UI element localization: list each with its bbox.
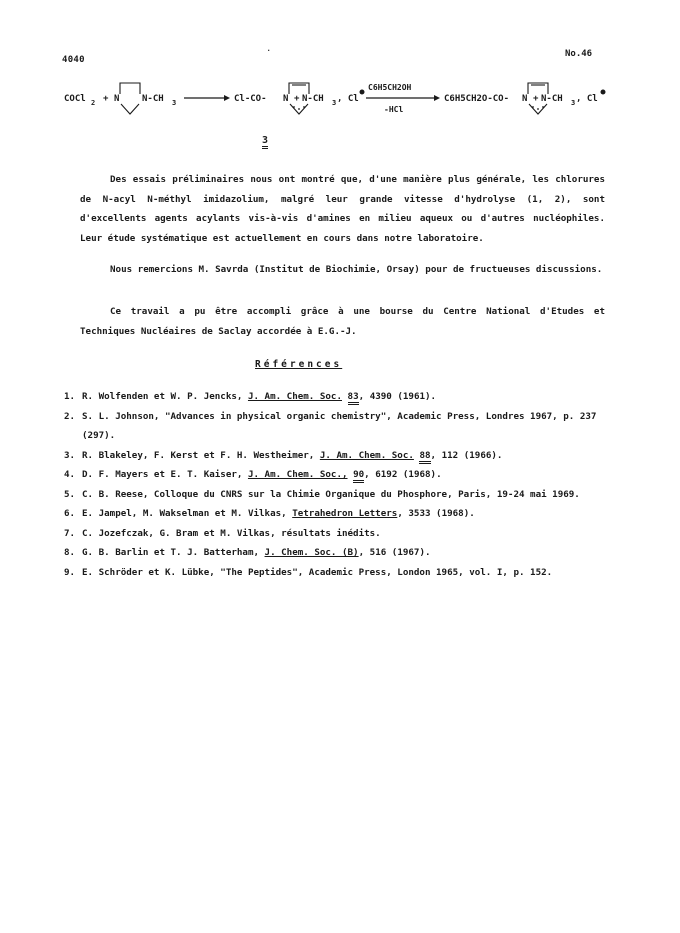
reference-authors: R. Wolfenden et W. P. Jencks,	[82, 391, 248, 402]
reference-journal: J. Am. Chem. Soc.	[319, 449, 414, 461]
product-chloride: , Cl	[576, 94, 598, 104]
reference-journal: J. Am. Chem. Soc.,	[247, 469, 348, 480]
reference-volume: 88	[419, 451, 430, 464]
reference-item	[64, 446, 624, 466]
phosgene-label: COCl	[64, 94, 86, 104]
reference-item	[64, 387, 624, 407]
ring1-n: N	[114, 94, 120, 104]
reference-item	[64, 485, 624, 505]
reference-item	[64, 524, 624, 544]
product-plus: +	[533, 94, 539, 104]
paragraph-3-text: Ce travail a pu être accompli grâce à une bourse du Centre National d'Etudes et Techniques Nucléaires de Saclay accordée à E.G.-J.	[80, 306, 605, 337]
reference-journal: J. Chem. Soc. (B)	[264, 547, 359, 558]
ring1-outline	[120, 83, 140, 114]
reference-number: 4.	[64, 469, 76, 480]
reference-pages: , 4390 (1961).	[358, 391, 437, 402]
reference-journal: J. Am. Chem. Soc.	[247, 391, 342, 402]
reference-number: 8.	[64, 547, 76, 558]
reference-number: 6.	[64, 508, 76, 519]
reference-pages: , 6192 (1968).	[364, 469, 442, 480]
reference-volume: 83	[348, 392, 359, 405]
reference-authors: R. Blakeley, F. Kerst et F. H. Westheimer,	[82, 449, 320, 461]
charge-dot-1	[360, 90, 365, 95]
intermediate-prefix: Cl-CO-	[234, 94, 267, 104]
paragraph-acknowledgement	[80, 260, 605, 280]
page-number: 4040	[62, 55, 85, 65]
issue-number: No.46	[565, 49, 593, 59]
reference-pages: , 516 (1967).	[358, 547, 431, 558]
reference-item	[64, 504, 624, 524]
stray-mark: .	[266, 44, 272, 54]
paragraph-1-text: Des essais préliminaires nous ont montré que, d'une manière plus générale, les chlorures de N-acyl N-méthyl imidazolium, malgré leur grande vitesse d'hydrolyse (1, 2), sont d'excellents agents acylants vis-à-vis d'amines en milieu aqueux ou d'autres nucléophiles. Leur étude systématique est actuellement en cours dans notre laboratoire.	[80, 174, 605, 244]
product-methyl: N-CH	[541, 94, 563, 104]
reference-number: 9.	[64, 566, 76, 578]
reaction-scheme-drawing	[62, 80, 622, 155]
reference-text: C. B. Reese, Colloque du CNRS sur la Chimie Organique du Phosphore, Paris, 19-24 mai 1969.	[82, 488, 580, 500]
reference-item	[64, 563, 624, 583]
charge-dot-2	[601, 90, 606, 95]
reference-item	[64, 407, 624, 446]
reference-pages: , 3533 (1968).	[397, 508, 475, 519]
arrow-byproduct: -HCl	[384, 105, 404, 114]
paragraph-2-text: Nous remercions M. Savrda (Institut de Biochimie, Orsay) pour de fructueuses discussions.	[110, 264, 603, 275]
reference-number: 7.	[64, 527, 76, 539]
reference-volume: 90	[353, 470, 364, 483]
reference-number: 1.	[64, 391, 76, 402]
reference-item	[64, 543, 624, 563]
product-n: N	[522, 94, 528, 104]
reference-number: 2.	[64, 410, 76, 422]
phosgene-subscript: 2	[91, 99, 96, 107]
reference-journal: Tetrahedron Letters	[292, 508, 398, 519]
arrow-1-head	[224, 95, 230, 101]
reference-number: 5.	[64, 488, 76, 500]
reference-list	[64, 387, 624, 582]
reference-text: C. Jozefczak, G. Bram et M. Vilkas, résultats inédits.	[82, 527, 381, 539]
reference-authors: G. B. Barlin et T. J. Batterham,	[82, 547, 265, 558]
intermediate-n: N	[283, 94, 289, 104]
reference-pages: , 112 (1966).	[430, 449, 503, 461]
product-methyl-subscript: 3	[571, 99, 576, 107]
compound-number: 3	[262, 136, 268, 149]
reference-item	[64, 465, 624, 485]
plus-sign: +	[103, 94, 109, 104]
ring1-methyl: N-CH	[142, 94, 164, 104]
arrow-reagent: C6H5CH2OH	[368, 83, 412, 92]
paragraph-preliminary-tests	[80, 170, 605, 248]
reference-authors: D. F. Mayers et E. T. Kaiser,	[82, 469, 248, 480]
reference-text: S. L. Johnson, "Advances in physical organic chemistry", Academic Press, Londres 1967, p. 237 (297).	[82, 410, 597, 441]
intermediate-plus: +	[294, 94, 300, 104]
intermediate-chloride: , Cl	[337, 94, 359, 104]
product-prefix: C6H5CH2O-CO-	[444, 94, 510, 104]
intermediate-methyl: N-CH	[302, 94, 324, 104]
reference-text: E. Schröder et K. Lübke, "The Peptides", Academic Press, London 1965, vol. I, p. 152.	[82, 566, 553, 578]
reference-authors: E. Jampel, M. Wakselman et M. Vilkas,	[82, 508, 293, 519]
ring1-methyl-subscript: 3	[172, 99, 177, 107]
intermediate-methyl-subscript: 3	[332, 99, 337, 107]
reaction-scheme	[62, 80, 622, 155]
reference-number: 3.	[64, 449, 76, 461]
references-heading: Références	[255, 359, 343, 370]
paragraph-funding	[80, 302, 605, 341]
arrow-2-head	[434, 95, 440, 101]
